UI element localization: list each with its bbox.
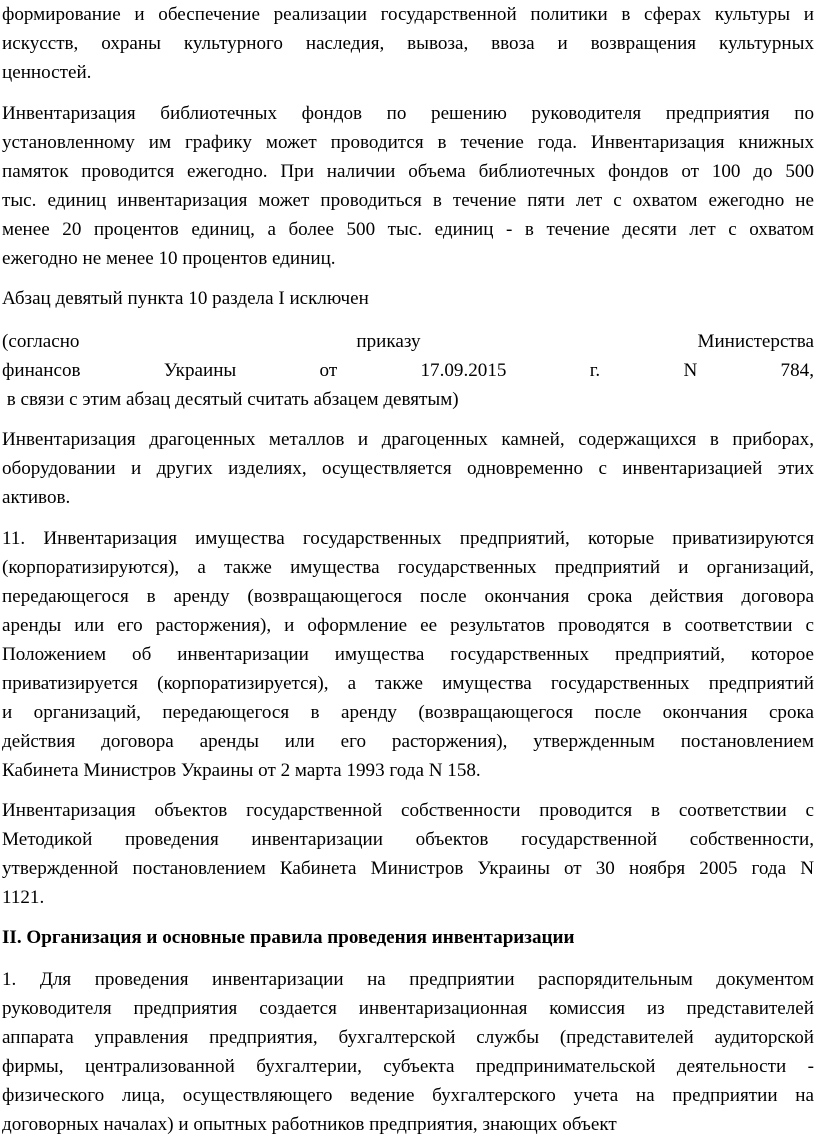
text-line: приватизируется (корпоратизируется), а также имущества государственных предприятий xyxy=(2,673,814,694)
text-line: аренды или его расторжения), и оформление ее результатов проводятся в соответствии с xyxy=(2,615,814,636)
text-line: 1121. xyxy=(2,887,45,908)
word: N xyxy=(683,360,698,381)
text-line: Кабинета Министров Украины от 2 марта 1993 года N 158. xyxy=(2,760,481,781)
text-line: аппарата управления предприятия, бухгалтерской службы (представителей аудиторской xyxy=(2,1027,814,1048)
paragraph-excluded-note xyxy=(2,284,814,313)
word: от xyxy=(319,360,338,381)
paragraph-item-11 xyxy=(2,524,814,785)
paragraph-precious-metals xyxy=(2,425,814,512)
word: 17.09.2015 xyxy=(420,360,507,381)
text-line: утвержденной постановлением Кабинета Министров Украины от 30 ноября 2005 года N xyxy=(2,858,814,879)
paragraph-culture-policy xyxy=(2,0,814,87)
section-title: II. Организация и основные правила проведения инвентаризации xyxy=(2,927,575,948)
word: (согласно xyxy=(2,331,80,352)
word: финансов xyxy=(2,360,81,381)
text-line: (корпоратизируются), а также имущества государственных предприятий и организаций, xyxy=(2,557,814,578)
text-line: ценностей. xyxy=(2,62,92,83)
section-heading xyxy=(2,923,814,952)
word: г. xyxy=(589,360,601,381)
text-line: фирмы, централизованной бухгалтерии, субъекта предпринимательской деятельности - xyxy=(2,1056,814,1077)
text-line: памяток проводится ежегодно. При наличии объема библиотечных фондов от 100 до 500 xyxy=(2,161,814,182)
text-line: действия договора аренды или его расторжения), утвержденным постановлением xyxy=(2,731,814,752)
text-line: формирование и обеспечение реализации государственной политики в сферах культуры и xyxy=(2,4,814,25)
text-line: и организаций, передающегося в аренду (возвращающегося после окончания срока xyxy=(2,702,814,723)
text-line: в связи с этим абзац десятый считать абзацем девятым) xyxy=(2,389,459,410)
word: приказу xyxy=(356,331,421,352)
word: Министерства xyxy=(697,331,814,352)
text-line: тыс. единиц инвентаризация может проводиться в течение пяти лет с охватом ежегодно не xyxy=(2,190,814,211)
text-line: ежегодно не менее 10 процентов единиц. xyxy=(2,248,336,269)
text-line: Абзац девятый пункта 10 раздела I исключен xyxy=(2,288,369,309)
paragraph-ministry-order xyxy=(2,327,814,414)
text-line: Положением об инвентаризации имущества государственных предприятий, которое xyxy=(2,644,814,665)
text-line: передающегося в аренду (возвращающегося после окончания срока действия договора xyxy=(2,586,814,607)
text-line: руководителя предприятия создается инвентаризационная комиссия из представителей xyxy=(2,998,814,1019)
spread-line xyxy=(2,327,814,356)
text-line: договорных началах) и опытных работников предприятия, знающих объект xyxy=(2,1114,617,1135)
spread-line xyxy=(2,356,814,385)
text-line: Инвентаризация драгоценных металлов и драгоценных камней, содержащихся в приборах, xyxy=(2,429,814,450)
word: 784, xyxy=(780,360,814,381)
text-line: Инвентаризация объектов государственной собственности проводится в соответствии с xyxy=(2,800,814,821)
paragraph-state-property xyxy=(2,796,814,912)
paragraph-commission xyxy=(2,965,814,1139)
text-line: установленному им графику может проводится в течение года. Инвентаризация книжных xyxy=(2,132,814,153)
word: Украины xyxy=(163,360,237,381)
text-line: физического лица, осуществляющего ведение бухгалтерского учета на предприятии на xyxy=(2,1085,814,1106)
text-line: менее 20 процентов единиц, а более 500 тыс. единиц - в течение десяти лет с охватом xyxy=(2,219,814,240)
text-line: Методикой проведения инвентаризации объектов государственной собственности, xyxy=(2,829,814,850)
text-line: искусств, охраны культурного наследия, вывоза, ввоза и возвращения культурных xyxy=(2,33,814,54)
text-line: активов. xyxy=(2,487,71,508)
paragraph-library-inventory xyxy=(2,99,814,273)
text-line: 1. Для проведения инвентаризации на предприятии распорядительным документом xyxy=(2,969,814,990)
text-line: 11. Инвентаризация имущества государственных предприятий, которые приватизируются xyxy=(2,528,814,549)
text-line: Инвентаризация библиотечных фондов по решению руководителя предприятия по xyxy=(2,103,814,124)
text-line: оборудовании и других изделиях, осуществляется одновременно с инвентаризацией этих xyxy=(2,458,814,479)
